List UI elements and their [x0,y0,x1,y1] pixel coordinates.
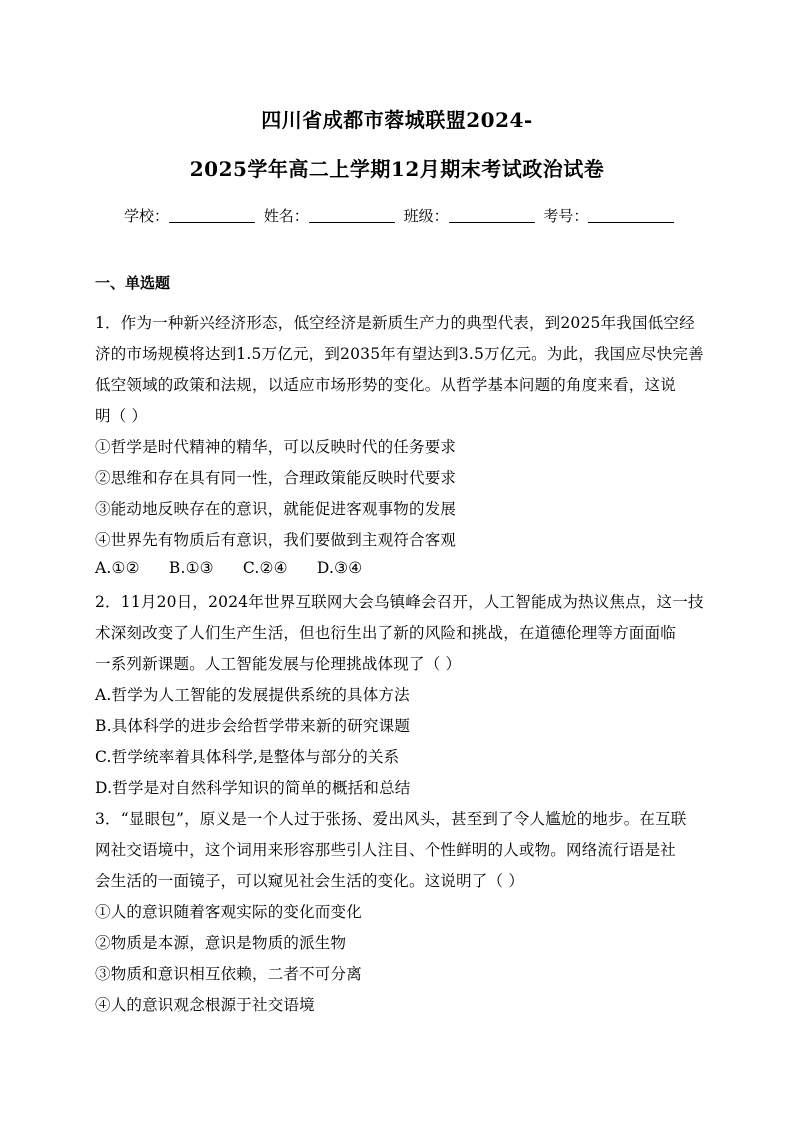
q2-stem-line: 2．11月20日，2024年世界互联网大会乌镇峰会召开，人工智能成为热议焦点，这一技 [95,593,704,611]
exam-title-line-2: 2025学年高二上学期12月期末考试政治试卷 [189,157,605,181]
q1-option-a[interactable]: A.①② [95,559,140,577]
q1-stem-line: 济的市场规模将达到1.5万亿元，到2035年有望达到3.5万亿元。为此，我国应尽快完善 [95,345,704,363]
name-blank[interactable] [309,208,395,223]
q3-statement: ④人的意识观念根源于社交语境 [95,996,315,1014]
class-blank[interactable] [449,208,535,223]
q3-statement: ①人的意识随着客观实际的变化而变化 [95,903,362,921]
section-heading: 一、单选题 [95,274,171,292]
school-label: 学校： [124,207,170,225]
q2-stem-line: 术深刻改变了人们生产生活，但也衍生出了新的风险和挑战，在道德伦理等方面面临 [95,624,676,642]
q1-statement: ④世界先有物质后有意识，我们要做到主观符合客观 [95,531,457,549]
number-blank[interactable] [588,208,674,223]
q2-option-d[interactable]: D.哲学是对自然科学知识的简单的概括和总结 [95,779,411,797]
q1-option-b[interactable]: B.①③ [168,559,214,577]
student-info-line [124,205,678,226]
q1-option-d[interactable]: D.③④ [316,559,363,577]
name-label: 姓名： [263,207,309,225]
q2-option-b[interactable]: B.具体科学的进步会给哲学带来新的研究课题 [95,717,411,735]
q1-statement: ②思维和存在具有同一性，合理政策能反映时代要求 [95,469,457,487]
q1-statement: ①哲学是时代精神的精华，可以反映时代的任务要求 [95,438,457,456]
school-blank[interactable] [169,208,255,223]
q2-option-c[interactable]: C.哲学统率着具体科学,是整体与部分的关系 [95,748,400,766]
class-label: 班级： [403,207,449,225]
q1-stem-line: 明（ ） [95,407,148,425]
q2-option-a[interactable]: A.哲学为人工智能的发展提供系统的具体方法 [95,686,410,704]
q1-option-c[interactable]: C.②④ [242,559,288,577]
q3-statement: ③物质和意识相互依赖，二者不可分离 [95,965,362,983]
q1-statement: ③能动地反映存在的意识，就能促进客观事物的发展 [95,500,457,518]
number-label: 考号： [543,207,589,225]
q3-stem-line: 3．“显眼包”，原义是一个人过于张扬、爱出风头，甚至到了令人尴尬的地步。在互联 [95,810,687,828]
q3-statement: ②物质是本源，意识是物质的派生物 [95,934,347,952]
exam-title-line-1: 四川省成都市蓉城联盟2024- [261,108,533,132]
q1-stem-line: 1．作为一种新兴经济形态，低空经济是新质生产力的典型代表，到2025年我国低空经 [95,314,695,332]
q3-stem-line: 会生活的一面镜子，可以窥见社会生活的变化。这说明了（ ） [95,872,525,890]
q2-stem-line: 一系列新课题。人工智能发展与伦理挑战体现了（ ） [95,655,462,673]
q3-stem-line: 网社交语境中，这个词用来形容那些引人注目、个性鲜明的人或物。网络流行语是社 [95,841,676,859]
q1-options [95,559,386,577]
q1-stem-line: 低空领域的政策和法规，以适应市场形势的变化。从哲学基本问题的角度来看，这说 [95,376,676,394]
